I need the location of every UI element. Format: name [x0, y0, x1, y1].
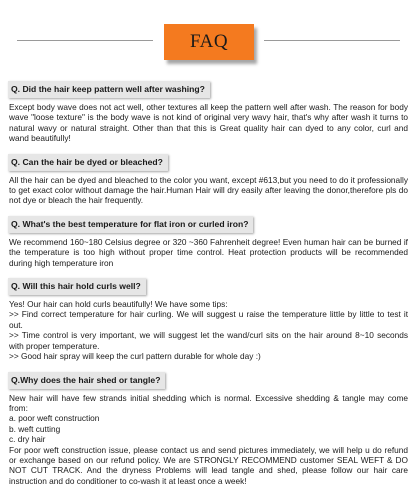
faq-answer-line: All the hair can be dyed and bleached to the color you want, except #613,but you need to do it professionally to get exact color without damage the hair.Human Hair will dry easily after leaving the donor,therefore pls do not dye or bleach the hair frequently.: [9, 174, 408, 206]
faq-answer: [9, 175, 410, 206]
faq-list: [8, 79, 410, 494]
faq-question: Q. Will this hair hold curls well?: [8, 278, 146, 295]
faq-question: Q. Did the hair keep pattern well after washing?: [8, 81, 210, 98]
faq-item: [8, 152, 410, 206]
faq-answer: [9, 393, 410, 487]
faq-answer-line: b. weft cutting: [9, 423, 61, 434]
header-rule-left: [17, 40, 153, 41]
faq-answer: [9, 102, 410, 144]
faq-answer-line: For poor weft construction issue, please contact us and send pictures immediately, we will help u do refund or exchange based on our refund policy. We are STRONGLY RECOMMEND customer SEAL WEFT & DO NOT CUT TRACK. And the dryness Problems will lead tangle and shed, please follow our hair care instruction and do conditioner to co-wash it at least once a week!: [9, 444, 408, 486]
header-rule-right: [264, 40, 400, 41]
faq-item: [8, 370, 410, 487]
faq-answer-line: c. dry hair: [9, 434, 46, 445]
faq-item: [8, 214, 410, 268]
faq-answer-line: Except body wave does not act well, other textures all keep the pattern well after wash. The reason for body wave "loose texture" is the body wave is not kind of original very wavy hair, that's why after wash it turns to natural wavy or natural straight. Other than that this is Great quality hair can dyed to any color, curl and wand beautifully!: [9, 102, 408, 144]
faq-item: [8, 79, 410, 144]
faq-answer: [9, 299, 410, 361]
faq-header: [0, 0, 416, 72]
faq-answer-line: We recommend 160~180 Celsius degree or 320 ~360 Fahrenheit degree! Even human hair can be burned if the temperature is too high without proper time control. Heat protection products will be recommended during high temperature iron: [9, 236, 408, 268]
faq-question: Q.Why does the hair shed or tangle?: [8, 372, 165, 389]
faq-question: Q. What's the best temperature for flat iron or curled iron?: [8, 216, 253, 233]
faq-answer-line: >> Time control is very important, we will suggest let the wand/curl sits on the hair around 8~10 seconds with proper temperature.: [9, 330, 408, 351]
faq-question: Q. Can the hair be dyed or bleached?: [8, 154, 168, 171]
faq-answer-line: Yes! Our hair can hold curls beautifully! We have some tips:: [9, 299, 228, 310]
faq-answer-line: >> Good hair spray will keep the curl pattern durable for whole day :): [9, 351, 261, 362]
faq-answer: [9, 237, 410, 268]
faq-answer-line: New hair will have few strands initial shedding which is normal. Excessive shedding & tangle may come from:: [9, 392, 408, 413]
faq-item: [8, 276, 410, 361]
faq-answer-line: >> Find correct temperature for hair curling. We will suggest u raise the temperature little by little to test it out.: [9, 309, 408, 330]
faq-title-banner: FAQ: [164, 24, 254, 60]
faq-answer-line: a. poor weft construction: [9, 413, 100, 424]
